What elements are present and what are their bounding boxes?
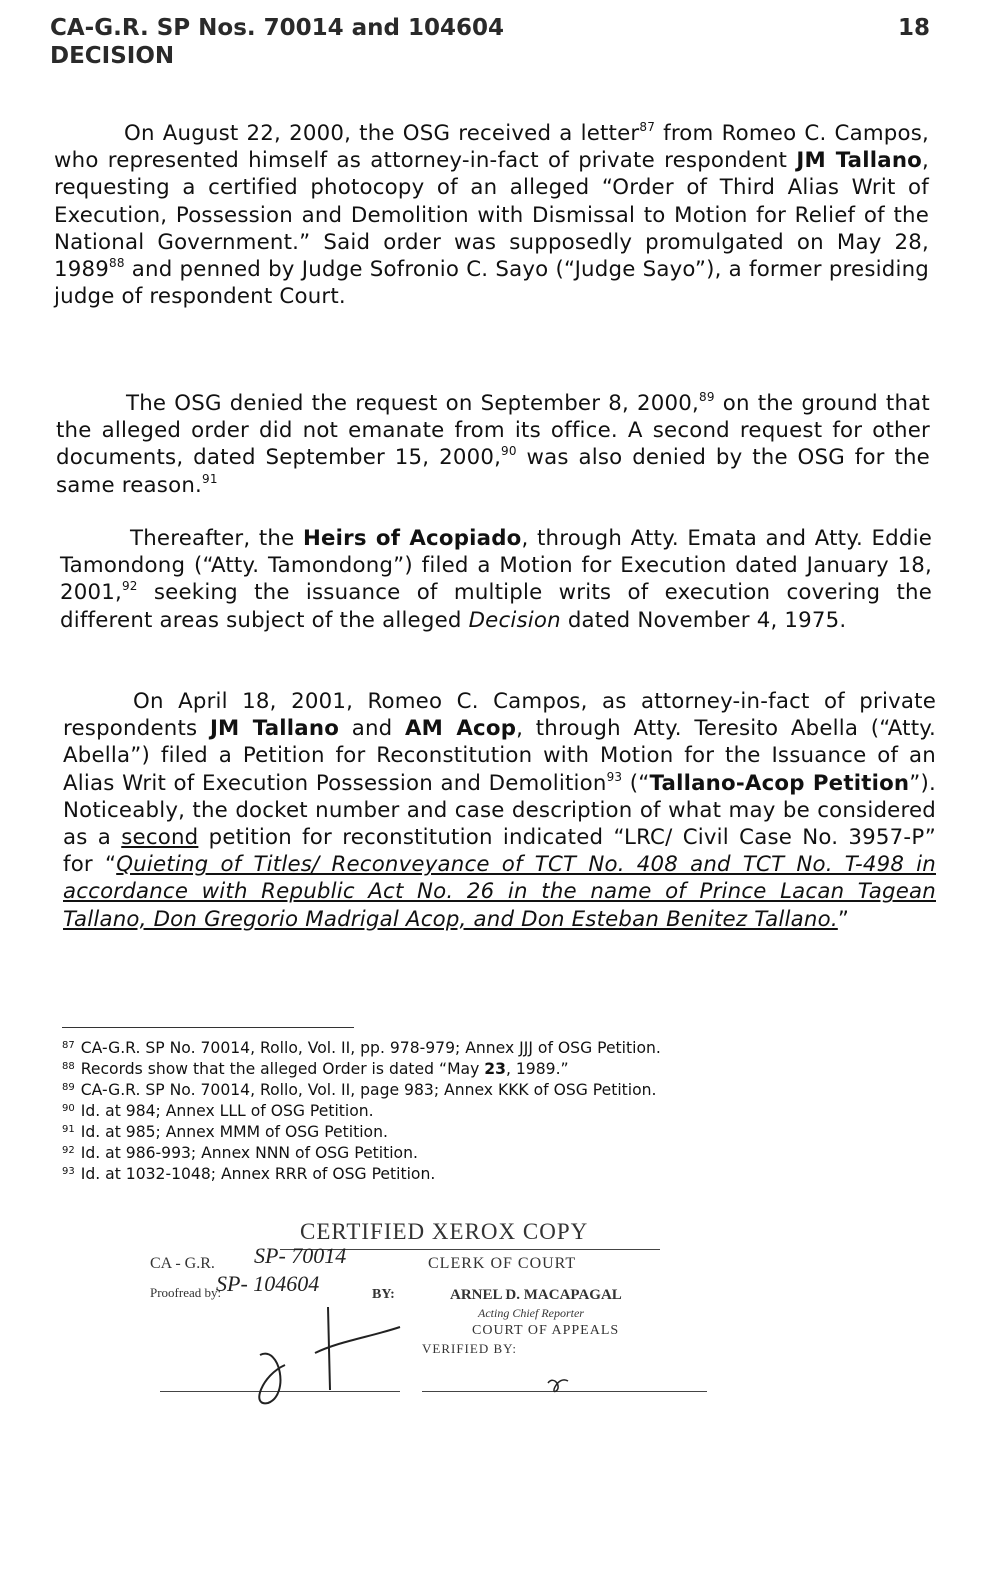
paragraph-3: Thereafter, the Heirs of Acopiado, through Atty. Emata and Atty. Eddie Tamondong (“Atty. Tamondong”) filed a Motion for Execution dated January 18, 2001,92 seeking the issuance of multiple writs of execution covering the different areas subject of the alleged Decision dated November 4, 1975.	[60, 526, 933, 633]
stamp-verified: VERIFIED BY:	[422, 1341, 517, 1356]
footnote-ref: 92	[121, 579, 138, 594]
page-number: 18	[897, 15, 930, 41]
stamp-ca-gr: CA - G.R.	[150, 1255, 215, 1272]
footnotes	[62, 1038, 932, 1185]
footnote-divider	[62, 1027, 354, 1028]
page-header	[50, 14, 930, 70]
footnote-ref: 90	[501, 444, 517, 459]
handwritten-case-number: SP- 104604	[216, 1271, 320, 1296]
stamp-name: ARNEL D. MACAPAGAL	[450, 1287, 622, 1303]
stamp-clerk: CLERK OF COURT	[428, 1255, 577, 1272]
stamp-court: COURT OF APPEALS	[472, 1323, 620, 1338]
handwritten-marks	[150, 1215, 710, 1415]
signature-scribble	[259, 1354, 285, 1404]
footnote-ref: 93	[606, 769, 623, 784]
signature-scribble	[548, 1380, 568, 1392]
footnote: $^{88}$ Records show that the alleged Order is dated “May 23, 1989.”	[62, 1060, 569, 1078]
footnote-ref: 89	[698, 390, 715, 404]
handwritten-case-number: SP- 70014	[254, 1243, 347, 1268]
footnote: $^{92}$ Id. at 986-993; Annex NNN of OSG Petition.	[62, 1144, 418, 1162]
footnote: $^{93}$ Id. at 1032-1048; Annex RRR of OSG Petition.	[62, 1165, 436, 1183]
signature-scribble	[315, 1307, 400, 1390]
paragraph-1: On August 22, 2000, the OSG received a letter$^{87}$ from Romeo C. Campos, who represented himself as attorney-in-fact of private respondent JM Tallano, requesting a certified photocopy of an alleged “Order of Third Alias Writ of Execution, Possession and Demolition with Dismissal to Motion for Relief of the National Government.” Said order was supposedly promulgated on May 28, 1989$^{88}$ and penned by Judge Sofronio C. Sayo (“Judge Sayo”), a former presiding judge of respondent Court.	[54, 120, 930, 310]
footnote: $^{87}$ CA-G.R. SP No. 70014, Rollo, Vol. II, pp. 978-979; Annex JJJ of OSG Petition.	[62, 1039, 661, 1057]
footnote-ref: 87	[639, 120, 656, 134]
footnote: $^{90}$ Id. at 984; Annex LLL of OSG Petition.	[62, 1102, 374, 1120]
stamp-position: Acting Chief Reporter	[478, 1306, 584, 1320]
footnote-ref: 88	[109, 256, 125, 271]
certified-copy-stamp	[150, 1215, 710, 1415]
stamp-by: BY:	[372, 1287, 395, 1302]
document-type: DECISION	[50, 43, 175, 69]
case-number: CA-G.R. SP Nos. 70014 and 104604	[50, 15, 505, 41]
stamp-title: CERTIFIED XEROX COPY	[300, 1219, 589, 1244]
paragraph-2: The OSG denied the request on September 8, 2000,89 on the ground that the alleged order did not emanate from its office. A second request for other documents, dated September 15, 2000,90 was also denied by the OSG for the same reason.$^{91}$	[56, 390, 930, 498]
stamp-proofread: Proofread by:	[150, 1285, 222, 1300]
paragraph-4: On April 18, 2001, Romeo C. Campos, as attorney-in-fact of private respondents JM Tallano and AM Acop, through Atty. Teresito Abella (“Atty. Abella”) filed a Petition for Reconstitution with Motion for the Issuance of an Alias Writ of Execution Possession and Demolition$^{93}$ (“Tallano-Acop Petition”). Noticeably, the docket number and case description of what may be considered as a second petition for reconstitution indicated “LRC/ Civil Case No. 3957-P” for “Quieting of Titles/ Reconveyance of TCT No. 408 and TCT No. T-498 in accordance with Republic Act No. 26 in the name of Prince Lacan Tagean Tallano, Don Gregorio Madrigal Acop, and Don Esteban Benitez Tallano.”	[63, 689, 936, 932]
footnote-ref: 91	[202, 471, 218, 486]
footnote: $^{91}$ Id. at 985; Annex MMM of OSG Petition.	[62, 1123, 388, 1141]
footnote: $^{89}$ CA-G.R. SP No. 70014, Rollo, Vol. II, page 983; Annex KKK of OSG Petition.	[62, 1081, 657, 1099]
